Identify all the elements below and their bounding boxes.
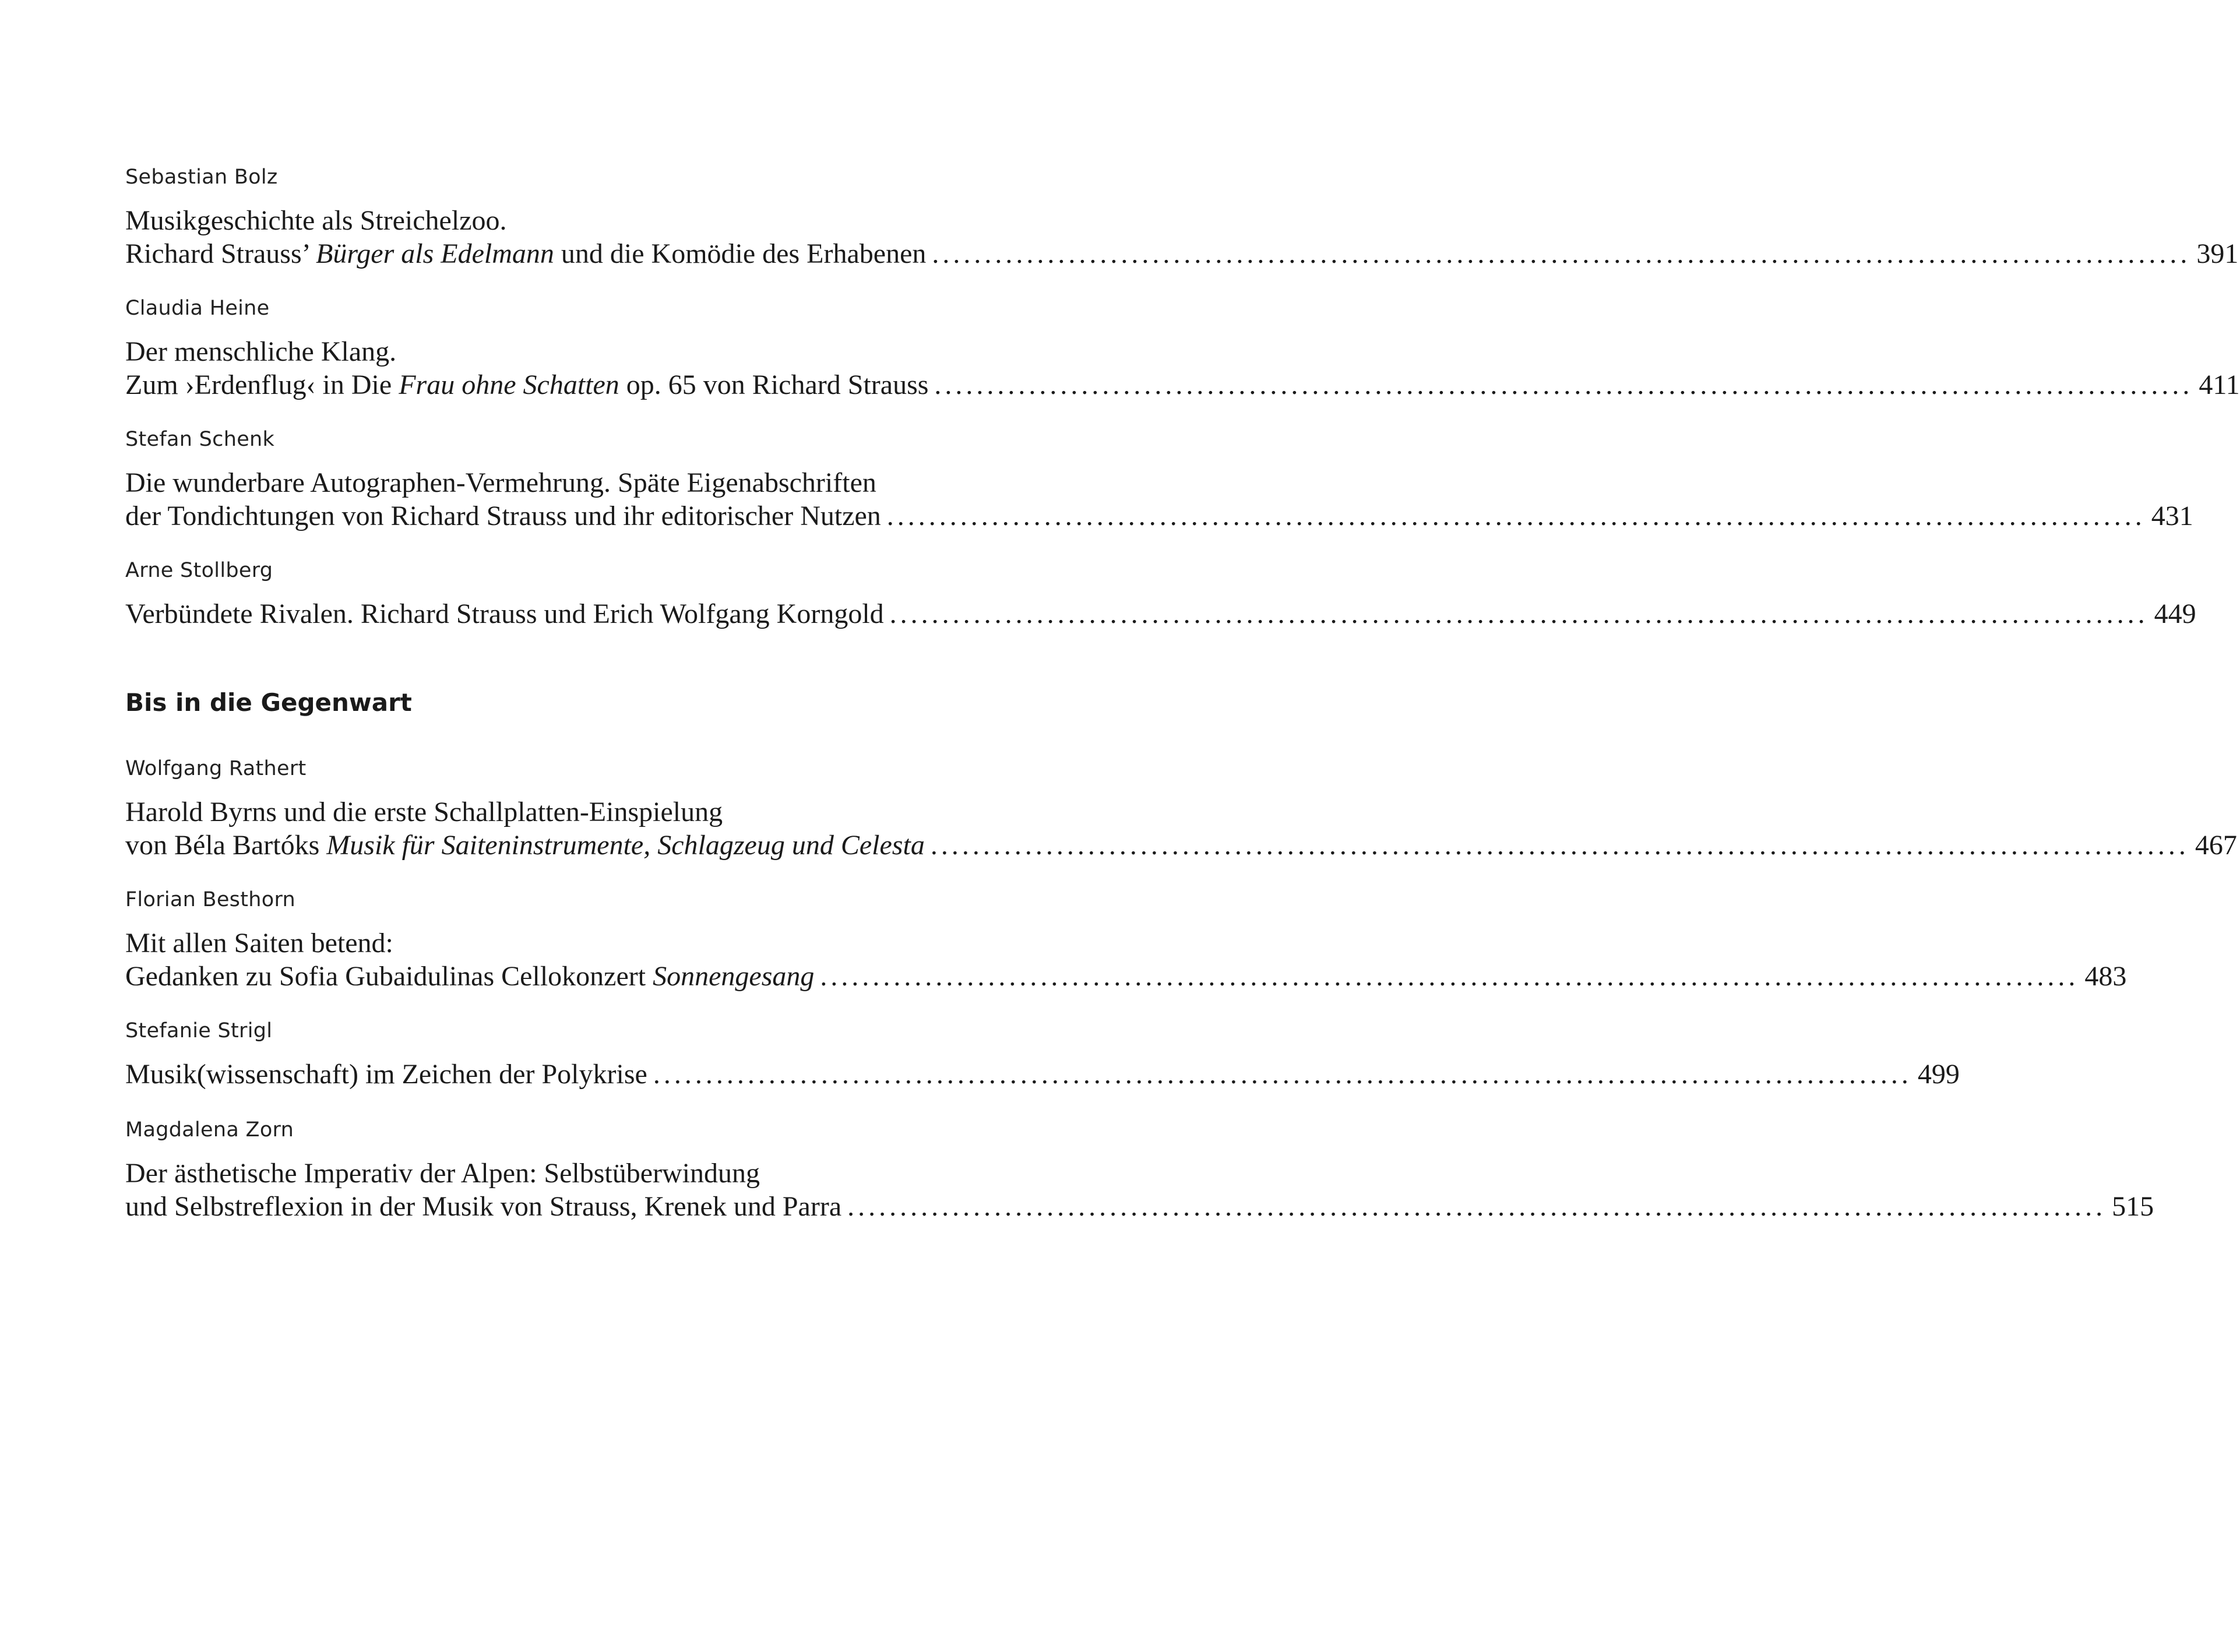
entry-title-work: Musik für Saiteninstrumente, Schlagzeug und Celesta (326, 830, 925, 861)
entry-title (125, 1058, 1960, 1091)
toc-entry (125, 295, 2240, 401)
toc-entry (125, 164, 2239, 270)
entry-title-text: Gedanken zu Sofia Gubaidulinas Cellokonzert (125, 961, 653, 992)
entry-title-line: Die wunderbare Autographen-Vermehrung. Späte Eigenabschriften (125, 467, 876, 498)
toc-entry (125, 756, 2237, 862)
entry-title-text: Zum ›Erdenflug‹ in Die (125, 369, 399, 400)
entry-author: Stefanie Strigl (125, 1019, 273, 1042)
entry-author: Wolfgang Rathert (125, 757, 307, 780)
dot-leader: ........................................................................................................................ (889, 598, 2149, 629)
entry-author: Magdalena Zorn (125, 1118, 294, 1142)
dot-leader: ........................................................................................................................ (930, 830, 2189, 861)
entry-title (125, 927, 2127, 993)
toc-entry (125, 887, 2127, 993)
entry-title-text: Musik(wissenschaft) im Zeichen der Polykrise (125, 1059, 647, 1090)
page-number: 449 (2154, 598, 2196, 629)
entry-title (125, 1157, 2154, 1223)
entry-title-line: Harold Byrns und die erste Schallplatten-Einspielung (125, 797, 723, 827)
entry-title-text: und Selbstreflexion in der Musik von Strauss, Krenek und Parra (125, 1191, 842, 1222)
entry-author: Claudia Heine (125, 297, 270, 320)
entry-title (125, 466, 2193, 533)
entry-title (125, 597, 2196, 630)
page-number: 411 (2199, 369, 2240, 400)
entry-author: Sebastian Bolz (125, 165, 278, 189)
page-number: 467 (2195, 830, 2237, 861)
entry-title-line: Musikgeschichte als Streichelzoo. (125, 205, 507, 236)
entry-title (125, 204, 2239, 270)
toc-entry (125, 558, 2196, 630)
toc-entry (125, 427, 2193, 533)
page-number: 499 (1917, 1059, 1960, 1090)
dot-leader: ........................................................................................................................ (932, 238, 2191, 269)
section-heading: Bis in die Gegenwart (125, 688, 412, 717)
entry-author: Florian Besthorn (125, 888, 295, 911)
entry-title-work: Frau ohne Schatten (399, 369, 619, 400)
entry-title-line: Mit allen Saiten betend: (125, 928, 393, 959)
dot-leader: ........................................................................................................................ (820, 961, 2079, 992)
entry-title-work: Sonnengesang (653, 961, 815, 992)
entry-title (125, 335, 2240, 401)
entry-title-text: der Tondichtungen von Richard Strauss und ihr editorischer Nutzen (125, 501, 881, 531)
page-number: 515 (2112, 1191, 2154, 1222)
entry-title-text: und die Komödie des Erhabenen (554, 238, 927, 269)
toc-entry (125, 1018, 1960, 1091)
page-number: 391 (2196, 238, 2239, 269)
entry-title-line: Der menschliche Klang. (125, 336, 397, 367)
dot-leader: ........................................................................................................................ (886, 501, 2146, 531)
entry-title (125, 795, 2237, 862)
entry-author: Stefan Schenk (125, 428, 275, 451)
entry-title-work: Bürger als Edelmann (316, 238, 554, 269)
entry-title-text: Richard Strauss’ (125, 238, 316, 269)
dot-leader: ........................................................................................................................ (653, 1059, 1912, 1090)
page-number: 431 (2151, 501, 2193, 531)
toc-entry (125, 1117, 2154, 1223)
entry-title-text: op. 65 von Richard Strauss (619, 369, 929, 400)
entry-title-text: Verbündete Rivalen. Richard Strauss und Erich Wolfgang Korngold (125, 598, 884, 629)
page-number: 483 (2084, 961, 2127, 992)
entry-author: Arne Stollberg (125, 559, 273, 582)
entry-title-text: von Béla Bartóks (125, 830, 327, 861)
dot-leader: ........................................................................................................................ (934, 369, 2193, 400)
entry-title-line: Der ästhetische Imperativ der Alpen: Selbstüberwindung (125, 1158, 760, 1189)
dot-leader: ........................................................................................................................ (847, 1191, 2107, 1222)
